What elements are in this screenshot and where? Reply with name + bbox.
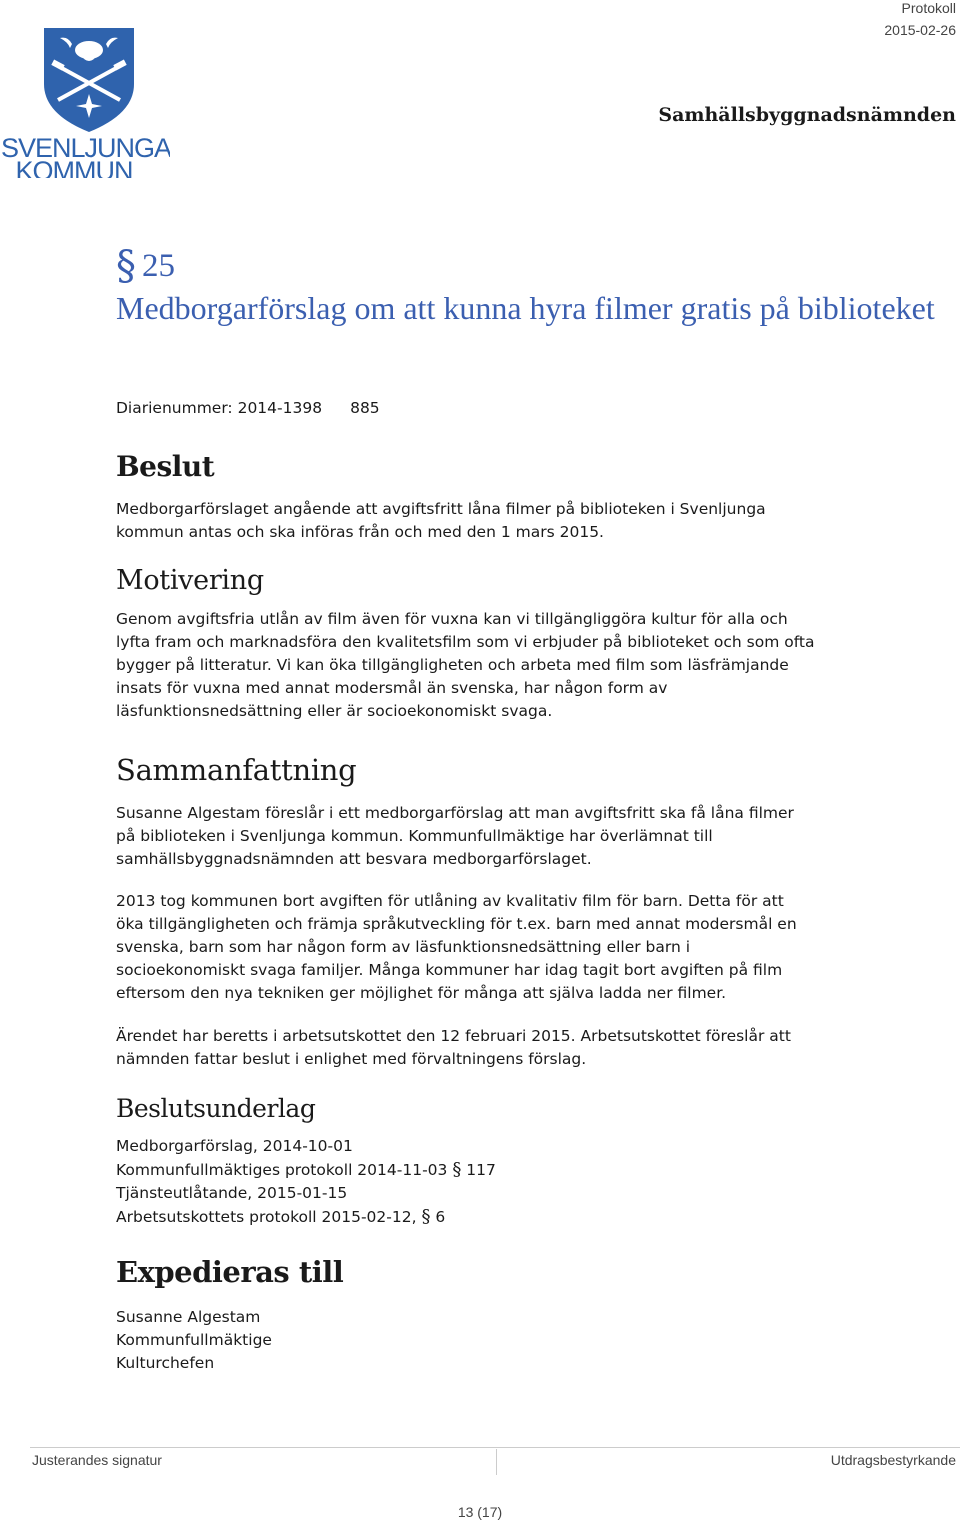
recipient: Kommunfullmäktige [116,1331,272,1349]
list-item [116,1205,906,1229]
recipient-list [116,1306,906,1375]
paragraph-sign-icon: § [421,1206,431,1227]
text-line: på biblioteken i Svenljunga kommun. Kommunfullmäktige har överlämnat till [116,827,713,845]
document-type: Protokoll [901,0,956,16]
text-line: Genom avgiftsfria utlån av film även för vuxna kan vi tillgängliggöra kultur för alla och [116,610,788,628]
paragraph-sign-icon: § [116,243,136,289]
list-item-text: Kommunfullmäktiges protokoll 2014-11-03 [116,1161,448,1179]
text-line: eftersom den nya tekniken ger möjlighet för många att själva ladda ner filmer. [116,984,727,1002]
expedieras-heading: Expedieras till [116,1255,344,1289]
coat-of-arms-icon [2,22,170,178]
sammanfattning-paragraph-2 [116,890,906,1005]
logo-text-line1: SVENLJUNGA [2,133,170,163]
text-line: 2013 tog kommunen bort avgiften för utlåning av kvalitativ film för barn. Detta för att [116,892,784,910]
sammanfattning-heading: Sammanfattning [116,753,357,787]
certification-label: Utdragsbestyrkande [830,1452,956,1468]
motivering-heading: Motivering [116,565,264,596]
committee-name: Samhällsbyggnadsnämnden [658,104,956,126]
text-line: läsfunktionsnedsättning eller är socioekonomiskt svaga. [116,702,553,720]
list-item-text: Arbetsutskottets protokoll 2015-02-12, [116,1208,417,1226]
paragraph-sign-icon: § [452,1159,462,1180]
paragraph-number: 6 [435,1208,446,1226]
beslut-heading: Beslut [116,450,215,483]
text-line: lyfta fram och marknadsföra den kvalitetsfilm som vi erbjuder på biblioteket och som ofta [116,633,815,651]
text-line: socioekonomiskt svaga familjer. Många kommuner har idag tagit bort avgiften på film [116,961,783,979]
diarie-extra: 885 [350,399,380,417]
text-line: Medborgarförslaget angående att avgiftsfritt låna filmer på biblioteken i Svenljunga [116,500,766,518]
page-number: 13 (17) [457,1504,503,1520]
text-line: nämnden fattar beslut i enlighet med förvaltningens förslag. [116,1050,587,1068]
motivering-text [116,608,906,723]
diarie-number: Diarienummer: 2014-1398 [116,399,323,417]
logo-text-line2: KOMMUN [15,156,133,178]
text-line: bygger på litteratur. Vi kan öka tillgängligheten och arbeta med film som läsfrämjande [116,656,789,674]
text-line: insats för vuxna med annat modersmål än svenska, har någon form av [116,679,668,697]
paragraph-number: 117 [466,1161,496,1179]
text-line: Susanne Algestam föreslår i ett medborgarförslag att man avgiftsfritt ska få låna filmer [116,804,794,822]
section-title: Medborgarförslag om att kunna hyra filmer gratis på biblioteket [116,290,935,326]
text-line: öka tillgängligheten och främja språkutveckling för t.ex. barn med annat modersmål en [116,915,797,933]
beslutsunderlag-list [116,1135,906,1229]
footer-separator [496,1449,497,1475]
list-item: Medborgarförslag, 2014-10-01 [116,1137,353,1155]
svenljunga-kommun-logo [2,22,170,178]
section-number-row [116,243,175,289]
beslut-text [116,498,906,544]
document-date: 2015-02-26 [884,22,956,38]
text-line: kommun antas och ska införas från och med den 1 mars 2015. [116,523,604,541]
recipient: Kulturchefen [116,1354,215,1372]
diarie-row [116,399,380,417]
footer-divider [30,1447,960,1448]
list-item: Tjänsteutlåtande, 2015-01-15 [116,1184,348,1202]
list-item [116,1158,906,1182]
text-line: samhällsbyggnadsnämnden att besvara medborgarförslaget. [116,850,592,868]
sammanfattning-paragraph-3 [116,1025,906,1071]
text-line: svenska, barn som har någon form av läsfunktionsnedsättning eller barn i [116,938,691,956]
signature-field-label: Justerandes signatur [32,1452,162,1468]
recipient: Susanne Algestam [116,1308,261,1326]
beslutsunderlag-heading: Beslutsunderlag [116,1094,316,1123]
sammanfattning-paragraph-1 [116,802,906,871]
section-number: 25 [142,248,175,284]
text-line: Ärendet har beretts i arbetsutskottet den 12 februari 2015. Arbetsutskottet föreslår att [116,1027,791,1045]
